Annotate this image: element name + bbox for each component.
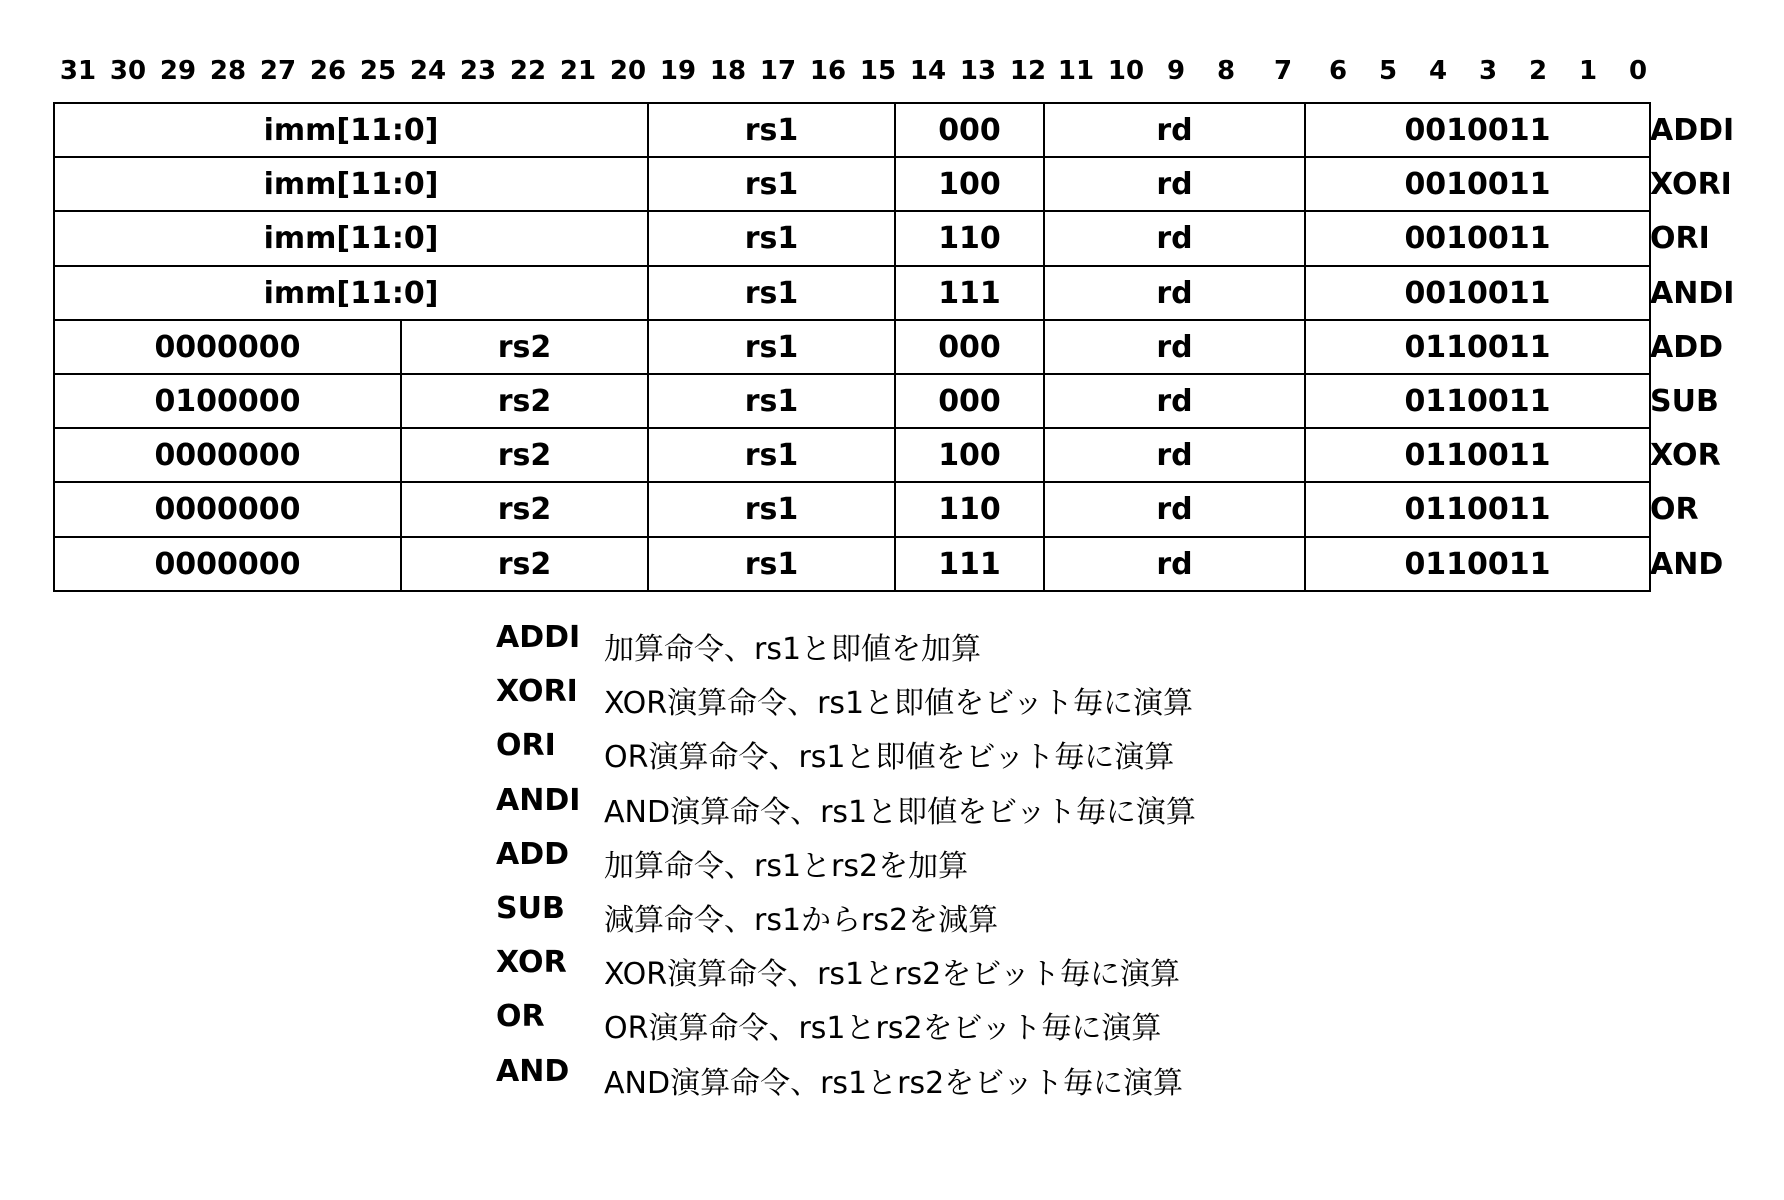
bit-number: 2	[1528, 56, 1548, 86]
funct3-field: 110	[894, 210, 1045, 267]
rs1-field: rs1	[647, 481, 896, 538]
bit-number: 30	[109, 56, 147, 86]
rs1-field: rs1	[647, 427, 896, 483]
rs2-field: rs2	[400, 481, 649, 538]
imm-field: imm[11:0]	[53, 156, 649, 212]
description-mnemonic: SUB	[496, 891, 565, 926]
bit-number: 15	[859, 56, 897, 86]
description-text: OR演算命令、rs1と即値をビット毎に演算	[604, 740, 1175, 775]
funct3-field: 100	[894, 156, 1045, 212]
opcode-field: 0110011	[1304, 536, 1651, 592]
description-mnemonic: OR	[496, 999, 545, 1034]
rs2-field: rs2	[400, 373, 649, 429]
rd-field: rd	[1043, 265, 1306, 321]
bit-number: 3	[1478, 56, 1498, 86]
description-mnemonic: XOR	[496, 945, 567, 980]
funct7-field: 0000000	[53, 427, 402, 483]
opcode-field: 0110011	[1304, 481, 1651, 538]
description-mnemonic: XORI	[496, 674, 578, 709]
row-mnemonic: XOR	[1650, 437, 1721, 473]
rs2-field: rs2	[400, 319, 649, 375]
bit-number: 5	[1378, 56, 1398, 86]
bit-number: 22	[509, 56, 547, 86]
row-mnemonic: ORI	[1650, 220, 1710, 256]
description-text: OR演算命令、rs1とrs2をビット毎に演算	[604, 1011, 1162, 1046]
bit-number: 24	[409, 56, 447, 86]
bit-number: 11	[1057, 56, 1095, 86]
row-mnemonic: OR	[1650, 491, 1699, 527]
description-text: AND演算命令、rs1とrs2をビット毎に演算	[604, 1066, 1183, 1101]
rs1-field: rs1	[647, 102, 896, 158]
description-text: 減算命令、rs1からrs2を減算	[604, 903, 999, 938]
instruction-encoding-table	[54, 103, 1650, 591]
description-text: 加算命令、rs1とrs2を加算	[604, 849, 969, 884]
bit-number: 21	[559, 56, 597, 86]
bit-number: 12	[1009, 56, 1047, 86]
funct3-field: 100	[894, 427, 1045, 483]
opcode-field: 0110011	[1304, 373, 1651, 429]
rd-field: rd	[1043, 536, 1306, 592]
bit-number: 26	[309, 56, 347, 86]
bit-number: 29	[159, 56, 197, 86]
row-mnemonic: XORI	[1650, 166, 1732, 202]
row-mnemonic: ANDI	[1650, 275, 1735, 311]
row-mnemonic: ADDI	[1650, 112, 1735, 148]
opcode-field: 0010011	[1304, 102, 1651, 158]
bit-number: 7	[1273, 56, 1293, 86]
funct7-field: 0000000	[53, 319, 402, 375]
bit-number: 27	[259, 56, 297, 86]
rd-field: rd	[1043, 427, 1306, 483]
description-text: XOR演算命令、rs1とrs2をビット毎に演算	[604, 957, 1180, 992]
opcode-field: 0010011	[1304, 265, 1651, 321]
bit-number: 18	[709, 56, 747, 86]
opcode-field: 0110011	[1304, 427, 1651, 483]
description-text: 加算命令、rs1と即値を加算	[604, 632, 982, 667]
description-mnemonic: ORI	[496, 728, 556, 763]
imm-field: imm[11:0]	[53, 265, 649, 321]
rd-field: rd	[1043, 481, 1306, 538]
bit-number: 10	[1107, 56, 1145, 86]
funct3-field: 111	[894, 536, 1045, 592]
funct3-field: 000	[894, 373, 1045, 429]
bit-number: 8	[1216, 56, 1236, 86]
bit-number-header	[0, 0, 1784, 100]
bit-number: 28	[209, 56, 247, 86]
row-mnemonic: ADD	[1650, 329, 1724, 365]
imm-field: imm[11:0]	[53, 102, 649, 158]
rs1-field: rs1	[647, 156, 896, 212]
bit-number: 4	[1428, 56, 1448, 86]
funct3-field: 110	[894, 481, 1045, 538]
bit-number: 17	[759, 56, 797, 86]
bit-number: 20	[609, 56, 647, 86]
bit-number: 6	[1328, 56, 1348, 86]
rd-field: rd	[1043, 156, 1306, 212]
funct7-field: 0000000	[53, 481, 402, 538]
funct3-field: 111	[894, 265, 1045, 321]
rd-field: rd	[1043, 373, 1306, 429]
description-mnemonic: ANDI	[496, 783, 581, 818]
rs1-field: rs1	[647, 265, 896, 321]
rs1-field: rs1	[647, 210, 896, 267]
description-mnemonic: AND	[496, 1054, 570, 1089]
bit-number: 16	[809, 56, 847, 86]
funct3-field: 000	[894, 102, 1045, 158]
bit-number: 1	[1578, 56, 1598, 86]
rs2-field: rs2	[400, 427, 649, 483]
rd-field: rd	[1043, 210, 1306, 267]
description-text: AND演算命令、rs1と即値をビット毎に演算	[604, 795, 1196, 830]
opcode-field: 0110011	[1304, 319, 1651, 375]
rd-field: rd	[1043, 319, 1306, 375]
bit-number: 13	[959, 56, 997, 86]
rs1-field: rs1	[647, 319, 896, 375]
rs1-field: rs1	[647, 536, 896, 592]
funct3-field: 000	[894, 319, 1045, 375]
bit-number: 31	[59, 56, 97, 86]
bit-number: 25	[359, 56, 397, 86]
row-mnemonic: AND	[1650, 546, 1724, 582]
bit-number: 14	[909, 56, 947, 86]
opcode-field: 0010011	[1304, 210, 1651, 267]
bit-number: 9	[1166, 56, 1186, 86]
row-mnemonic: SUB	[1650, 383, 1719, 419]
imm-field: imm[11:0]	[53, 210, 649, 267]
funct7-field: 0100000	[53, 373, 402, 429]
rd-field: rd	[1043, 102, 1306, 158]
description-mnemonic: ADD	[496, 837, 570, 872]
rs2-field: rs2	[400, 536, 649, 592]
description-text: XOR演算命令、rs1と即値をビット毎に演算	[604, 686, 1193, 721]
funct7-field: 0000000	[53, 536, 402, 592]
description-mnemonic: ADDI	[496, 620, 581, 655]
bit-number: 19	[659, 56, 697, 86]
bit-number: 23	[459, 56, 497, 86]
opcode-field: 0010011	[1304, 156, 1651, 212]
bit-number: 0	[1628, 56, 1648, 86]
rs1-field: rs1	[647, 373, 896, 429]
